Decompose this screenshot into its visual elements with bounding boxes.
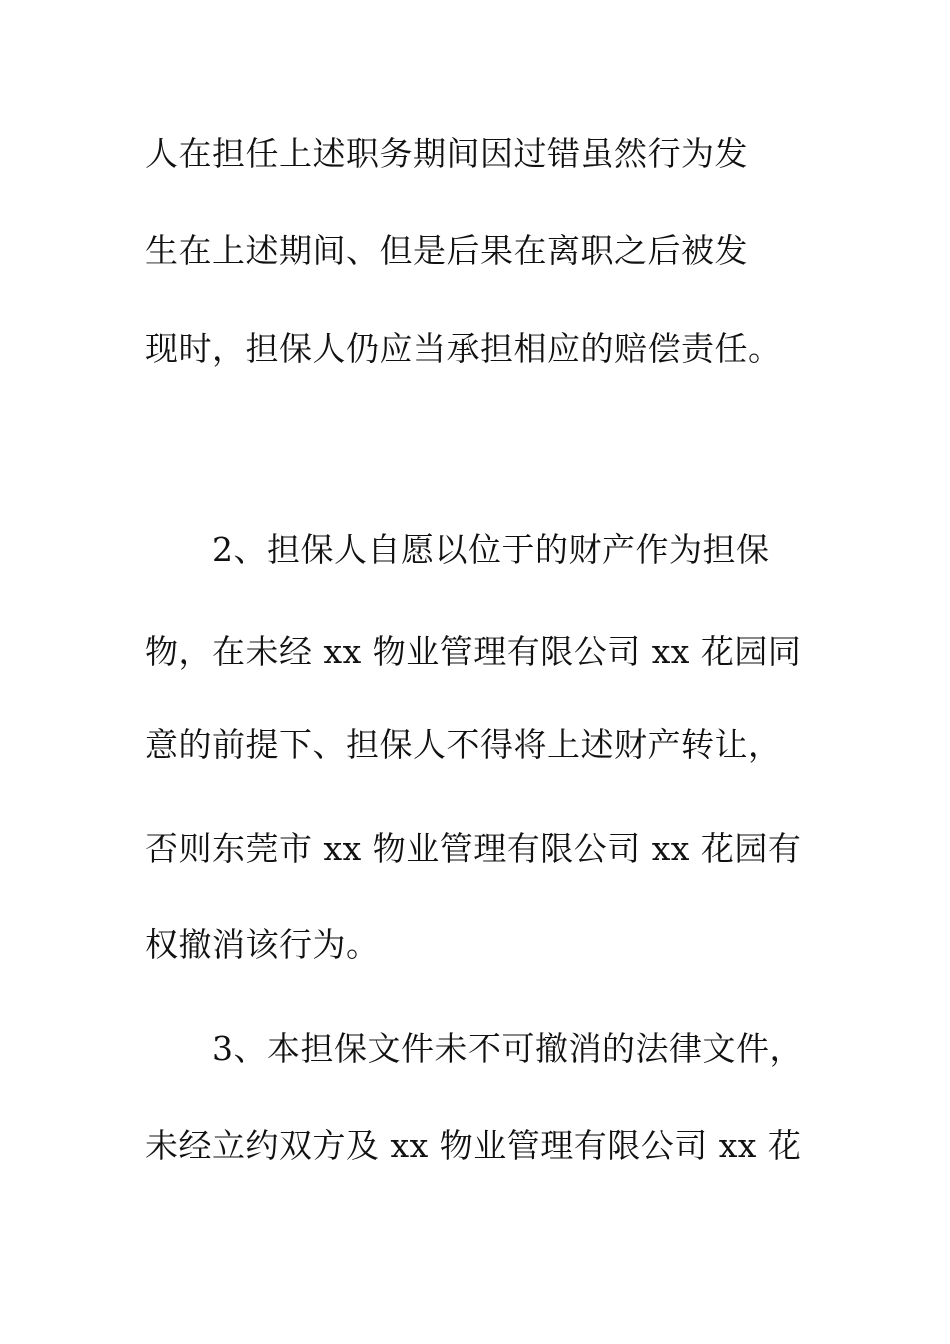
text-line: 生在上述期间、但是后果在离职之后被发: [145, 231, 748, 270]
text-line: 权撤消该行为。: [145, 925, 380, 964]
text-line: 人在担任上述职务期间因过错虽然行为发: [145, 134, 748, 173]
text-line: 现时，担保人仍应当承担相应的赔偿责任。: [145, 329, 782, 368]
text-line: 3、本担保文件未不可撤消的法律文件，: [145, 1029, 803, 1068]
text-line: 否则东莞市 xx 物业管理有限公司 xx 花园有: [145, 829, 802, 868]
text-line: 2、担保人自愿以位于的财产作为担保: [145, 530, 770, 569]
text-line: 物，在未经 xx 物业管理有限公司 xx 花园同: [145, 632, 802, 671]
text-line: 未经立约双方及 xx 物业管理有限公司 xx 花: [145, 1126, 802, 1165]
text-line: 意的前提下、担保人不得将上述财产转让，: [145, 725, 782, 764]
